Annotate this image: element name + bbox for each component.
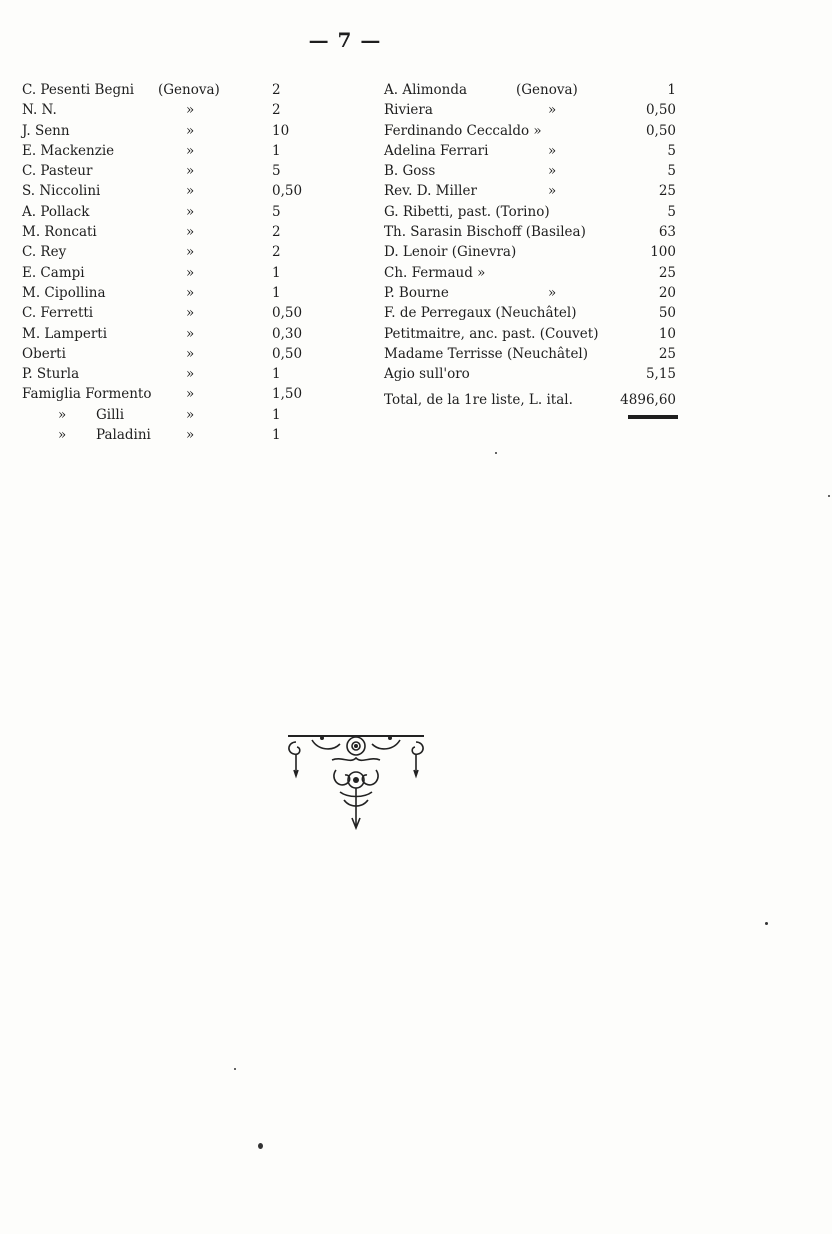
donor-row (384, 202, 684, 222)
donor-name: Oberti (22, 345, 66, 362)
donor-amount: 1 (272, 284, 281, 301)
donor-row (22, 181, 322, 201)
ditto-mark: » (548, 284, 557, 301)
donor-name: A. Alimonda (384, 82, 468, 98)
donor-amount: 2 (272, 244, 281, 261)
donor-row (22, 425, 322, 445)
ditto-mark: » (186, 264, 195, 281)
ditto-mark: » (186, 305, 195, 322)
donor-name: M. Roncati (22, 224, 97, 241)
ditto-mark: » (548, 142, 557, 159)
speck (828, 495, 830, 497)
donor-row (22, 202, 322, 222)
donor-name: Th. Sarasin Bischoff (Basilea) (384, 224, 586, 241)
donor-amount: 25 (658, 264, 676, 281)
ditto-mark: » (186, 163, 195, 180)
donor-row (384, 161, 684, 181)
donor-row (384, 344, 684, 364)
donor-row (384, 242, 684, 262)
donor-name: » (58, 427, 67, 444)
ditto-mark: » (186, 406, 195, 423)
donor-amount: 0,50 (645, 102, 676, 119)
donor-amount: 5,15 (645, 366, 676, 383)
donor-amount: 0,50 (272, 345, 303, 362)
donor-name: C. Ferretti (22, 305, 94, 322)
donor-row (22, 100, 322, 120)
donor-name: Madame Terrisse (Neuchâtel) (384, 345, 589, 362)
donor-name: Ch. Fermaud » (384, 264, 486, 281)
donor-name: Famiglia Formento (22, 386, 152, 403)
ditto-mark: » (186, 386, 195, 403)
donor-row (384, 222, 684, 242)
donor-amount: 5 (272, 163, 281, 180)
ditto-mark: » (186, 122, 195, 139)
speck (258, 1143, 263, 1149)
donor-row (22, 121, 322, 141)
total-label: Total, de la 1re liste, L. ital. (384, 392, 573, 409)
donor-amount: 25 (658, 345, 676, 362)
donor-subname: Gilli (96, 406, 125, 423)
donor-list-left (22, 80, 322, 445)
donor-city: (Genova) (158, 82, 220, 98)
donor-name: E. Mackenzie (22, 142, 115, 159)
ditto-mark: » (186, 366, 195, 383)
donor-row (22, 384, 322, 404)
donor-row (384, 181, 684, 201)
page-number: — 7 — (308, 28, 382, 52)
ditto-mark: » (548, 163, 557, 180)
donor-row (384, 283, 684, 303)
donor-amount: 0,50 (272, 305, 303, 322)
donor-name: Agio sull'oro (384, 366, 470, 383)
donor-row (22, 161, 322, 181)
donor-row (384, 141, 684, 161)
donor-row (22, 405, 322, 425)
donor-name: N. N. (22, 102, 57, 119)
donor-amount: 25 (658, 183, 676, 200)
donor-name: Rev. D. Miller (384, 183, 477, 200)
speck (234, 1068, 236, 1070)
ditto-mark: » (186, 325, 195, 342)
donor-name: Petitmaitre, anc. past. (Couvet) (384, 325, 599, 342)
donor-amount: 100 (650, 244, 676, 261)
donor-name: » (58, 406, 67, 423)
donor-name: Adelina Ferrari (384, 142, 489, 159)
ditto-mark: » (186, 203, 195, 220)
donor-amount: 5 (667, 203, 676, 220)
ditto-mark: » (548, 183, 557, 200)
donor-row (22, 364, 322, 384)
ditto-mark: » (186, 244, 195, 261)
donor-row (22, 141, 322, 161)
donor-amount: 1 (272, 142, 281, 159)
total-underline (628, 415, 678, 419)
donor-subname: Paladini (96, 427, 151, 444)
donor-row (22, 242, 322, 262)
donor-name: A. Pollack (22, 203, 90, 220)
donor-name: F. de Perregaux (Neuchâtel) (384, 305, 577, 322)
donor-amount: 0,50 (272, 183, 303, 200)
donor-row (384, 303, 684, 323)
ditto-mark: » (186, 224, 195, 241)
donor-name: S. Niccolini (22, 183, 101, 200)
donor-amount: 5 (667, 163, 676, 180)
donor-name: C. Pasteur (22, 163, 93, 180)
donor-amount: 2 (272, 224, 281, 241)
donor-amount: 5 (667, 142, 676, 159)
donor-name: J. Senn (22, 122, 70, 139)
donor-row (384, 364, 684, 384)
donor-row (384, 324, 684, 344)
donor-amount: 10 (658, 325, 676, 342)
donor-amount: 2 (272, 82, 281, 98)
ditto-mark: » (186, 345, 195, 362)
donor-name: M. Cipollina (22, 284, 106, 301)
donor-amount: 1 (272, 264, 281, 281)
donor-row (384, 80, 684, 100)
donor-row (384, 263, 684, 283)
donor-name: D. Lenoir (Ginevra) (384, 244, 517, 261)
speck (495, 452, 497, 454)
donor-row (22, 344, 322, 364)
donor-name: E. Campi (22, 264, 85, 281)
ditto-mark: » (186, 284, 195, 301)
donor-amount: 63 (658, 224, 676, 241)
donor-row (384, 100, 684, 120)
donor-row (22, 303, 322, 323)
donor-name: B. Goss (384, 163, 436, 180)
donor-row (384, 121, 684, 141)
donor-name: Riviera (384, 102, 433, 119)
donor-row (22, 80, 322, 100)
donor-name: G. Ribetti, past. (Torino) (384, 203, 550, 220)
donor-amount: 1,50 (272, 386, 303, 403)
donor-name: P. Bourne (384, 284, 449, 301)
donor-amount: 1 (272, 427, 281, 444)
donor-amount: 2 (272, 102, 281, 119)
donor-name: P. Sturla (22, 366, 80, 383)
donor-amount: 5 (272, 203, 281, 220)
ditto-mark: » (186, 102, 195, 119)
donor-row (22, 324, 322, 344)
donor-name: C. Rey (22, 244, 67, 261)
donor-name: Ferdinando Ceccaldo » (384, 122, 542, 139)
donor-city: (Genova) (516, 82, 578, 98)
donor-amount: 1 (272, 406, 281, 423)
donor-amount: 1 (272, 366, 281, 383)
speck (765, 922, 768, 925)
donor-amount: 20 (658, 284, 676, 301)
donor-amount: 0,30 (272, 325, 303, 342)
donor-row (22, 263, 322, 283)
ditto-mark: » (548, 102, 557, 119)
donor-amount: 1 (667, 82, 676, 98)
decorative-ornament-icon (282, 730, 430, 834)
donor-amount: 10 (272, 122, 290, 139)
ditto-mark: » (186, 142, 195, 159)
donor-name: C. Pesenti Begni (22, 82, 135, 98)
donor-row (22, 283, 322, 303)
donor-row (22, 222, 322, 242)
donor-amount: 50 (658, 305, 676, 322)
donor-amount: 0,50 (645, 122, 676, 139)
total-amount: 4896,60 (620, 392, 676, 409)
donor-list-right (384, 80, 684, 419)
ditto-mark: » (186, 183, 195, 200)
donor-name: M. Lamperti (22, 325, 108, 342)
ditto-mark: » (186, 427, 195, 444)
total-row (384, 390, 684, 410)
